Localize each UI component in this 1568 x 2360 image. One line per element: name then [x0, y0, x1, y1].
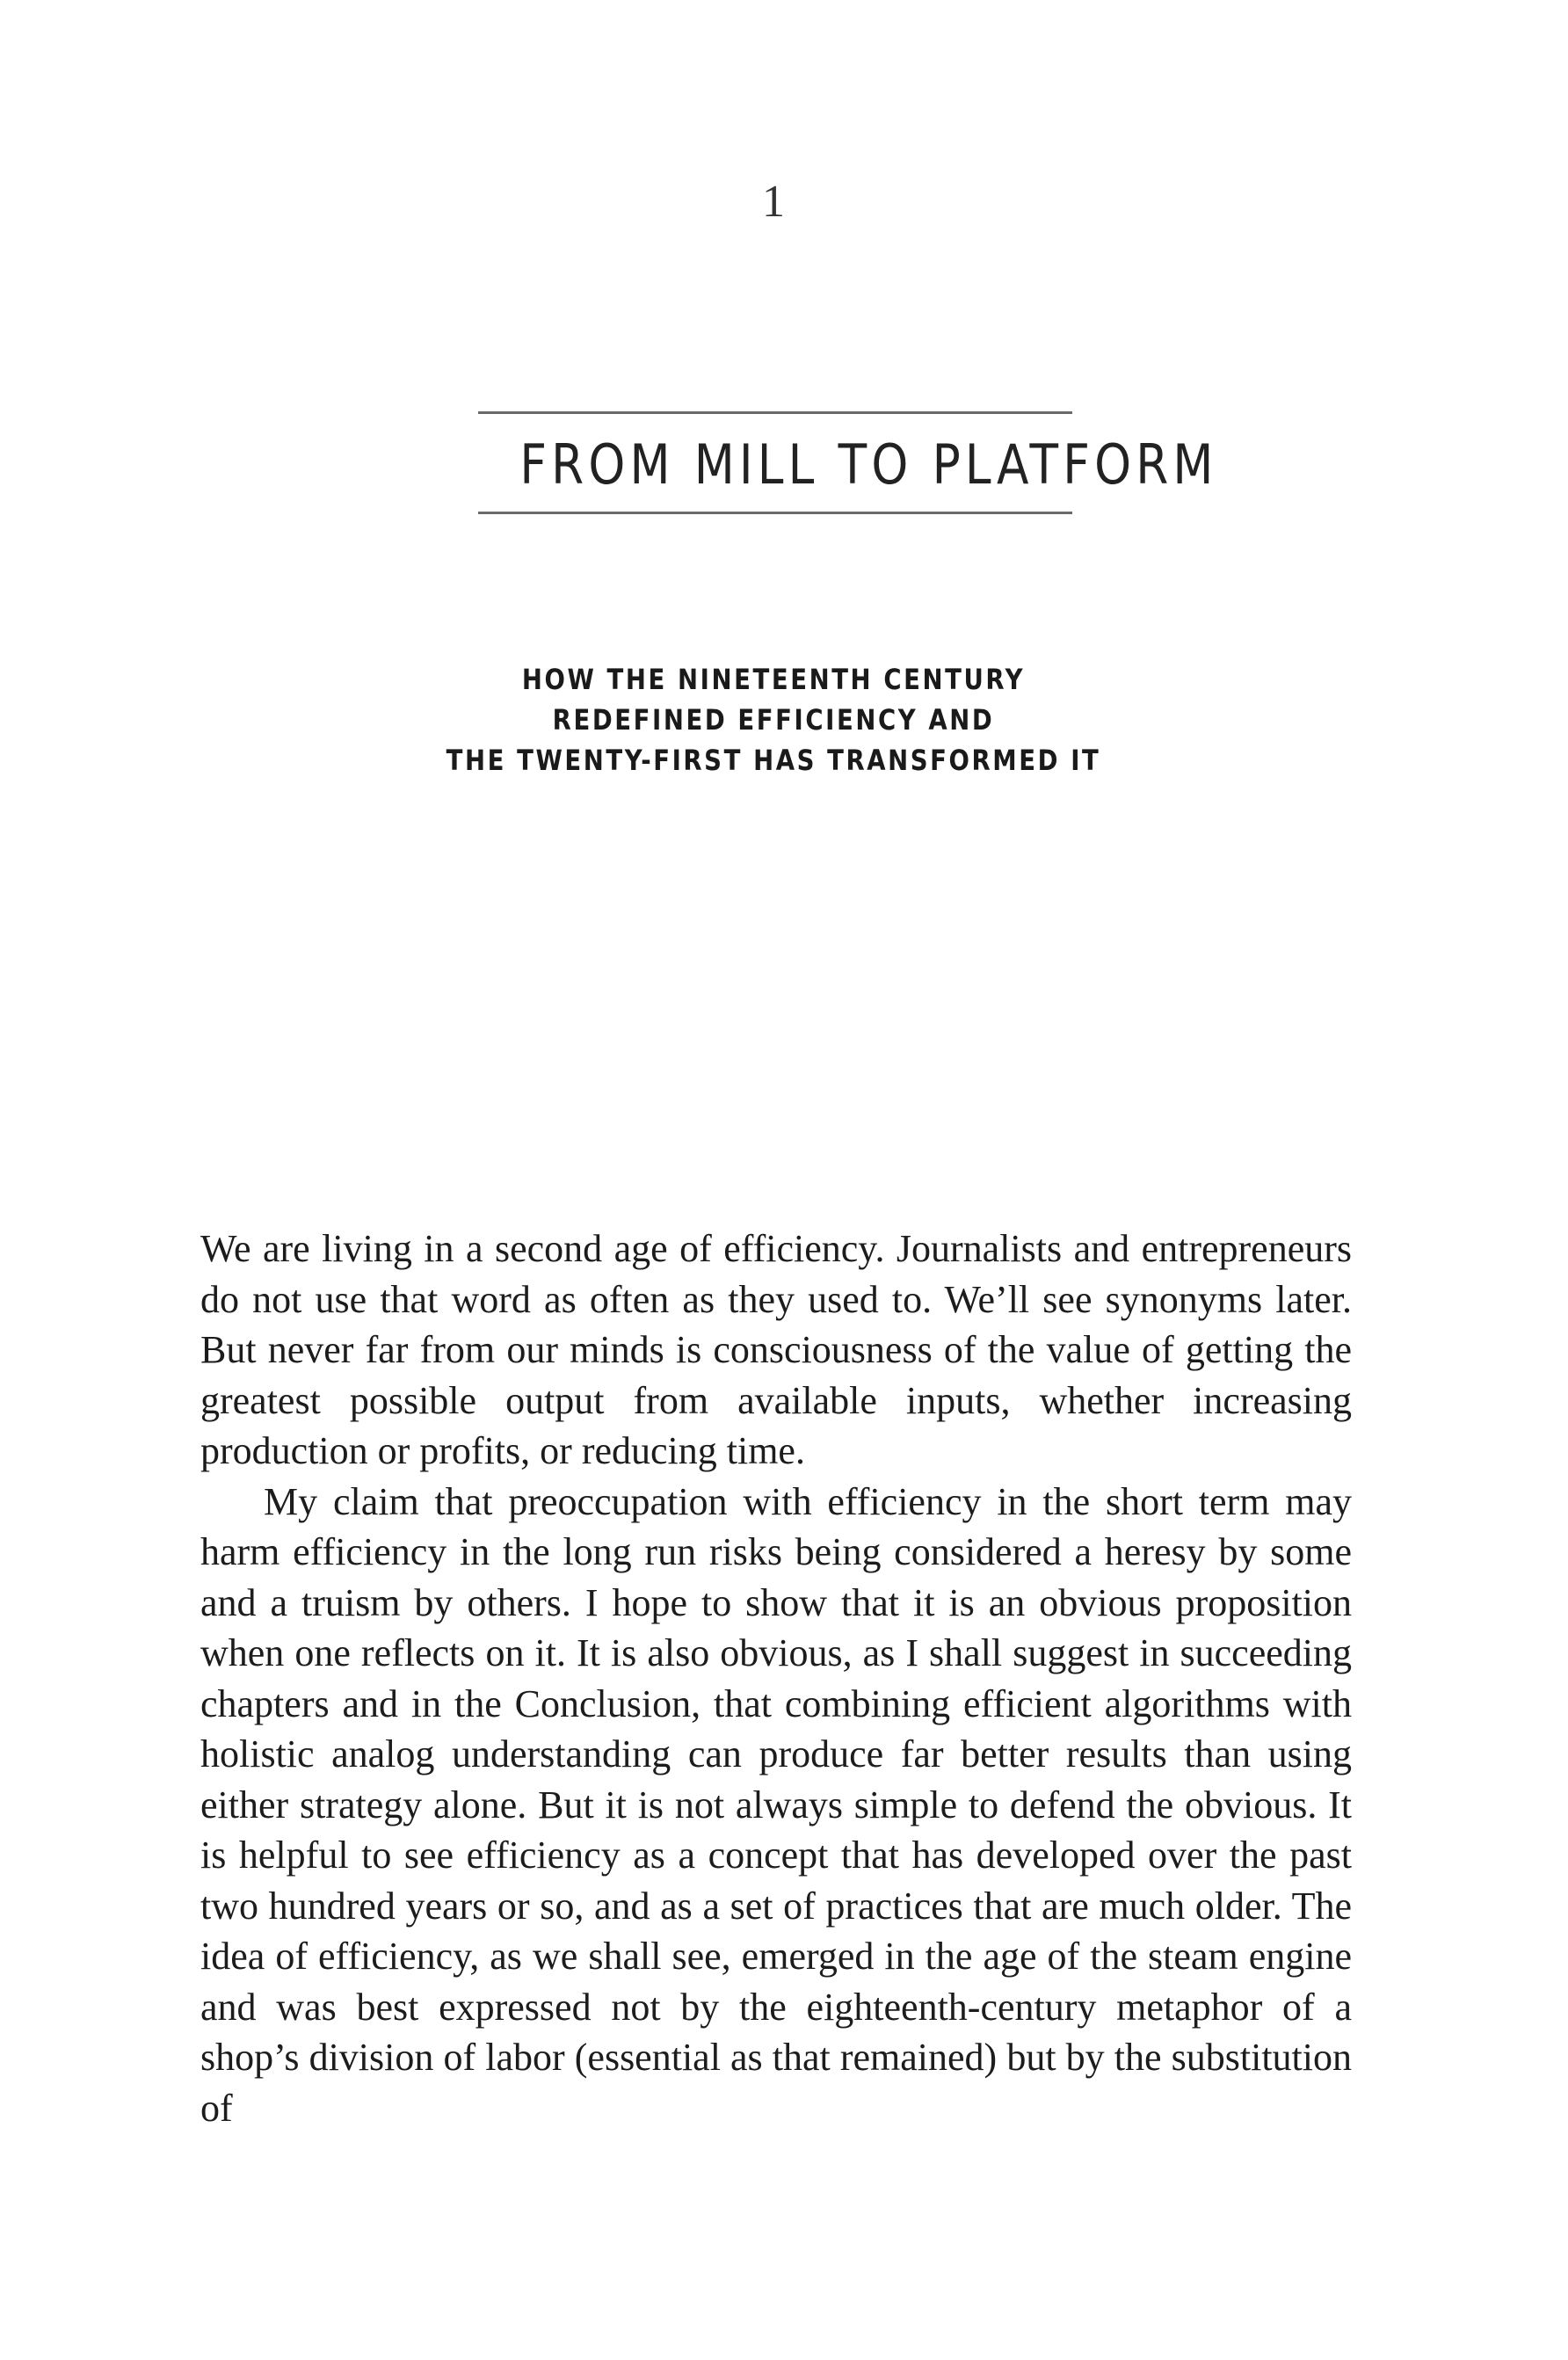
title-rule-top — [478, 411, 1072, 414]
paragraph-1: We are living in a second age of efficiency. Journalists and entrepreneurs do not use that word as often as they used to. We’ll see synonyms later. But never far from our minds is consciousness of the value of getting the greatest possible output from available inputs, whether increasing production or profits, or reducing time. — [200, 1227, 1352, 1472]
subtitle-line: HOW THE NINETEENTH CENTURY — [521, 663, 1026, 696]
subtitle-line: REDEFINED EFFICIENCY AND — [552, 703, 995, 737]
subtitle-line: THE TWENTY-FIRST HAS TRANSFORMED IT — [446, 744, 1101, 777]
chapter-subtitle — [0, 659, 1547, 781]
chapter-title: FROM MILL TO PLATFORM — [519, 432, 1218, 497]
paragraph-2: My claim that preoccupation with efficiency in the short term may harm efficiency in the long run risks being considered a heresy by some and a truism by others. I hope to show that it is an obvious proposition when one reflects on it. It is also obvious, as I shall suggest in succeeding chapters and in the Conclusion, that combining efficient algorithms with holistic analog understanding can produce far better results than using either strategy alone. But it is not always simple to defend the obvious. It is helpful to see efficiency as a concept that has developed over the past two hundred years or so, and as a set of practices that are much older. The idea of efficiency, as we shall see, emerged in the age of the steam engine and was best expressed not by the eighteenth-century metaphor of a shop’s division of labor (essential as that remained) but by the substitution of — [200, 1479, 1352, 2130]
body-text — [200, 1224, 1352, 2133]
chapter-number: 1 — [762, 177, 785, 227]
title-rule-bottom — [478, 512, 1072, 514]
